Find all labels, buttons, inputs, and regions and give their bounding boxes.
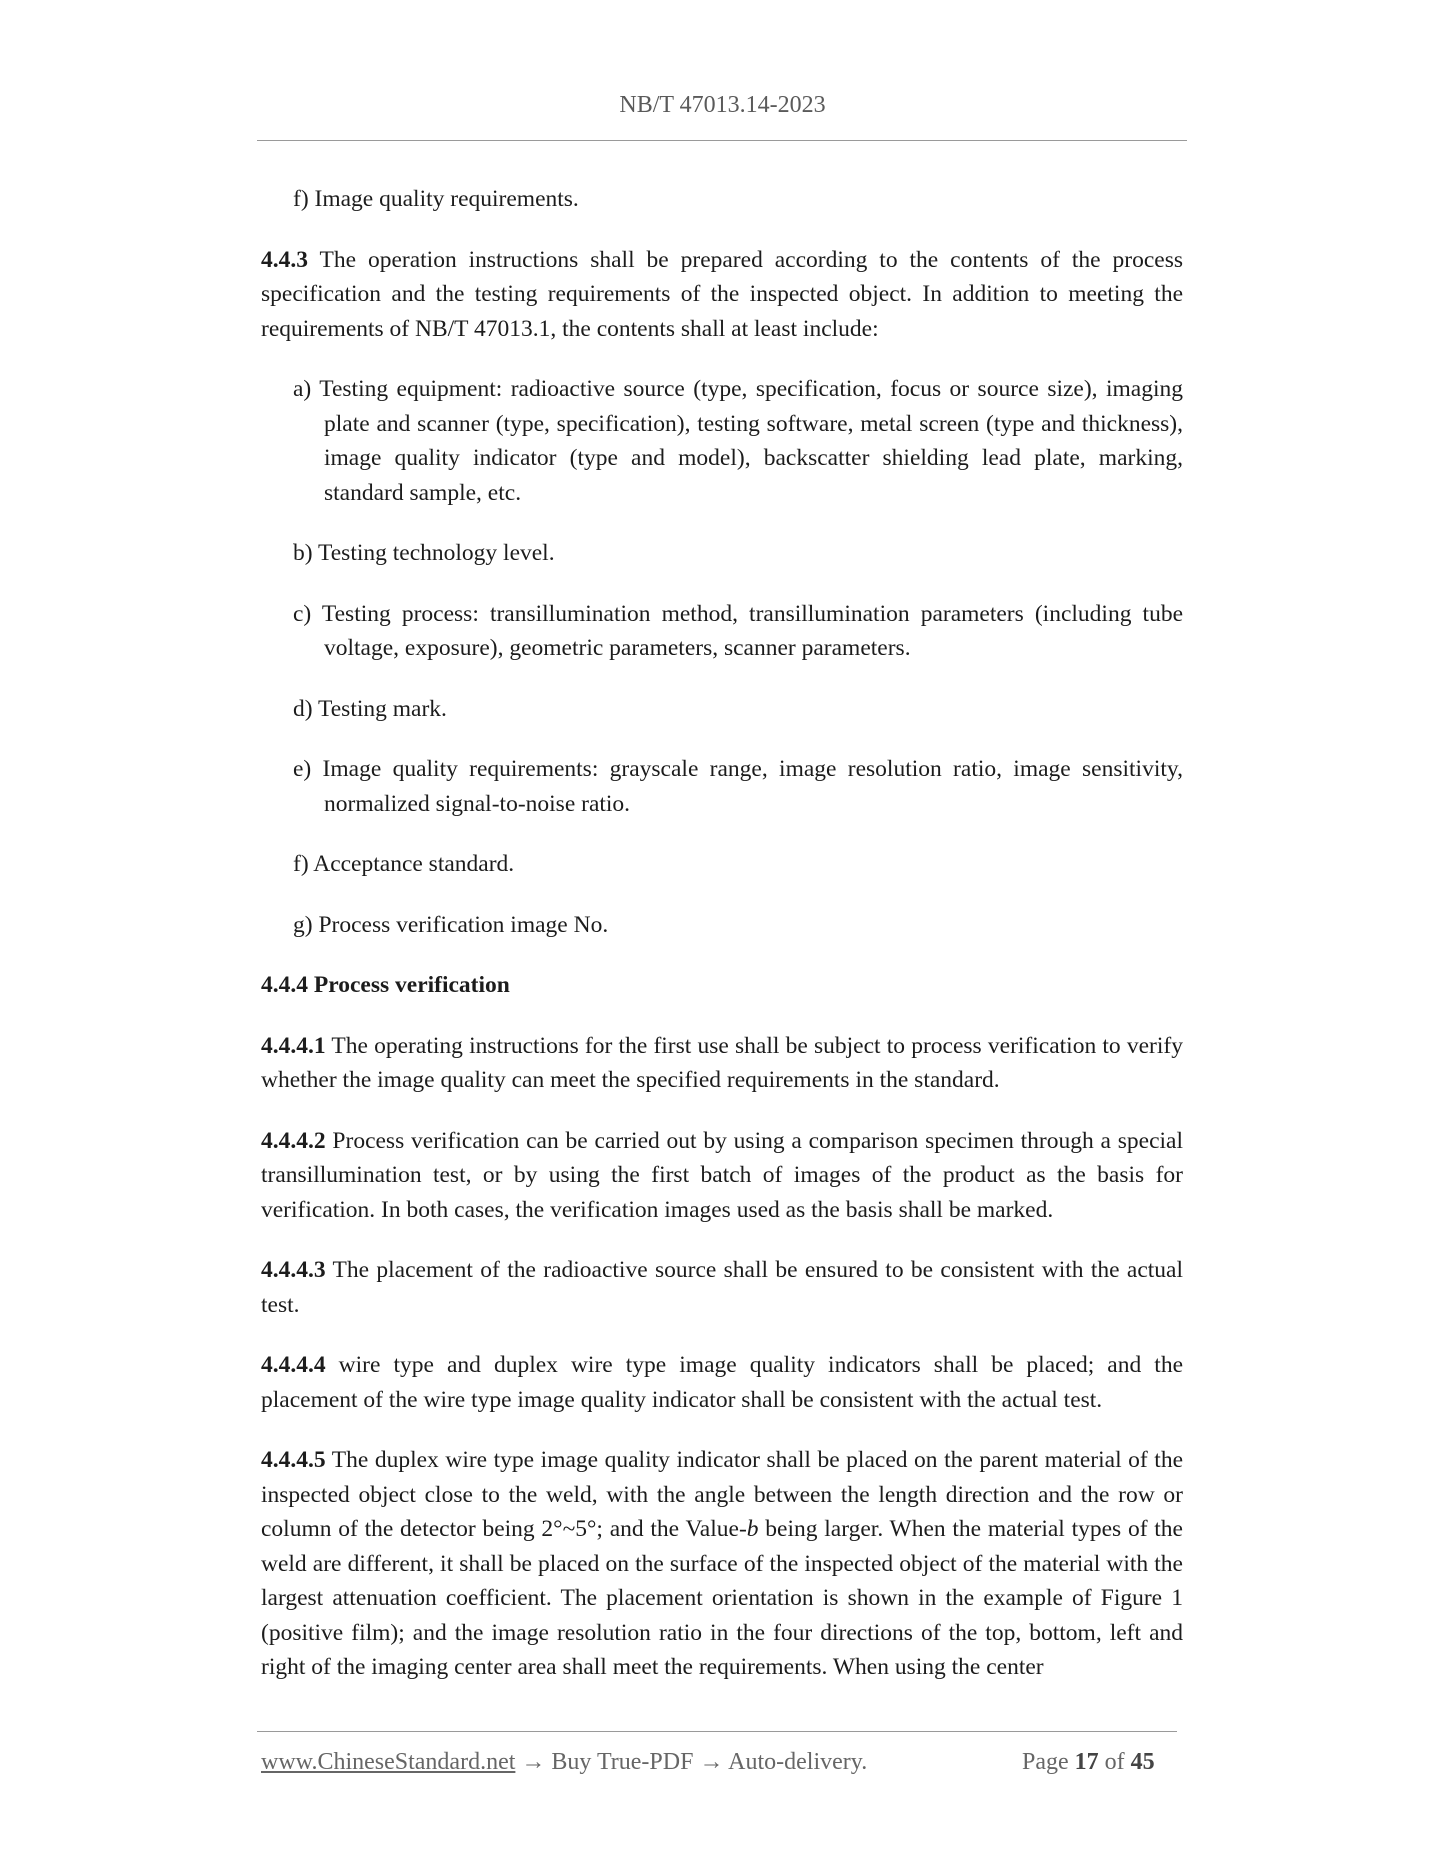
website-link[interactable]: www.ChineseStandard.net [261,1749,516,1775]
footer-divider [257,1731,1177,1732]
footer-promo [261,1749,867,1776]
list-item-a: a) Testing equipment: radioactive source (type, specification, focus or source size), imaging plate and scanner (type, specification), testing software, metal screen (type and thickness), image quality indicator (type and model), backscatter shielding lead plate, marking, standard sample, etc. [293,376,1183,506]
clause-number: 4.4.4.2 [261,1127,326,1154]
clause-text-italic: b [746,1516,759,1542]
clause-4-4-4-4 [261,1348,1183,1417]
clause-text: wire type and duplex wire type image quality indicators shall be placed; and the placement of the wire type image quality indicator shall be consistent with the actual test. [261,1352,1183,1413]
clause-4-4-3 [261,243,1183,347]
list-item-f-image-quality: f) Image quality requirements. [293,186,579,212]
clause-number: 4.4.3 [261,246,308,273]
clause-4-4-4-5 [261,1443,1183,1685]
clause-text: The placement of the radioactive source shall be ensured to be consistent with the actual test. [261,1257,1183,1318]
document-body [261,182,1183,1711]
clause-text: Process verification can be carried out by using a comparison specimen through a special transillumination test, or by using the first batch of images of the product as the basis for verification. In both cases, the verification images used as the basis shall be marked. [261,1127,1183,1223]
list-item-c: c) Testing process: transillumination method, transillumination parameters (including tube voltage, exposure), geometric parameters, scanner parameters. [293,600,1183,661]
clause-number: 4.4.4.1 [261,1032,326,1059]
list-item-e: e) Image quality requirements: grayscale range, image resolution ratio, image sensitivity, normalized signal-to-noise ratio. [293,756,1183,817]
total-pages: 45 [1130,1749,1155,1775]
header-divider [257,140,1187,141]
arrow-icon: → [693,1749,729,1775]
list-item-b: b) Testing technology level. [293,540,555,566]
of-label: of [1098,1749,1131,1775]
document-header-title: NB/T 47013.14-2023 [619,92,826,118]
clause-4-4-4-1 [261,1029,1183,1098]
buy-pdf-label: Buy True-PDF [551,1749,694,1775]
list-item-d: d) Testing mark. [293,695,447,722]
section-heading-4-4-4: 4.4.4 Process verification [261,972,510,998]
clause-number: 4.4.4.5 [261,1447,326,1473]
clause-4-4-4-2 [261,1124,1183,1228]
clause-number: 4.4.4.4 [261,1352,326,1378]
clause-number: 4.4.4.3 [261,1257,326,1283]
auto-delivery-label: Auto-delivery. [728,1749,868,1775]
page-number: 17 [1074,1749,1099,1775]
clause-4-4-4-3 [261,1253,1183,1322]
clause-text-cont: being larger. When the material types of the weld are different, it shall be placed on the surface of the inspected object of the material with the largest attenuation coefficient. The placement orientation is shown in the example of Figure 1 (positive film); and the image resolution ratio in the four directions of the top, bottom, left and right of the imaging center area shall meet the requirements. When using the center [261,1516,1183,1680]
clause-text: The operation instructions shall be prepared according to the contents of the process specification and the testing requirements of the inspected object. In addition to meeting the requirements of NB/T 47013.1, the contents shall at least include: [261,246,1183,342]
arrow-icon: → [515,1749,552,1775]
page-indicator [1022,1749,1155,1776]
clause-text: The duplex wire type image quality indicator shall be placed on the parent material of the inspected object close to the weld, with the angle between the length direction and the row or column of the detector being 2°~5°; and the Value- [261,1447,1183,1542]
page-label: Page [1022,1749,1075,1775]
list-item-g: g) Process verification image No. [293,911,609,938]
clause-text: The operating instructions for the first use shall be subject to process verification to verify whether the image quality can meet the specified requirements in the standard. [261,1032,1183,1093]
list-item-f: f) Acceptance standard. [293,851,515,877]
